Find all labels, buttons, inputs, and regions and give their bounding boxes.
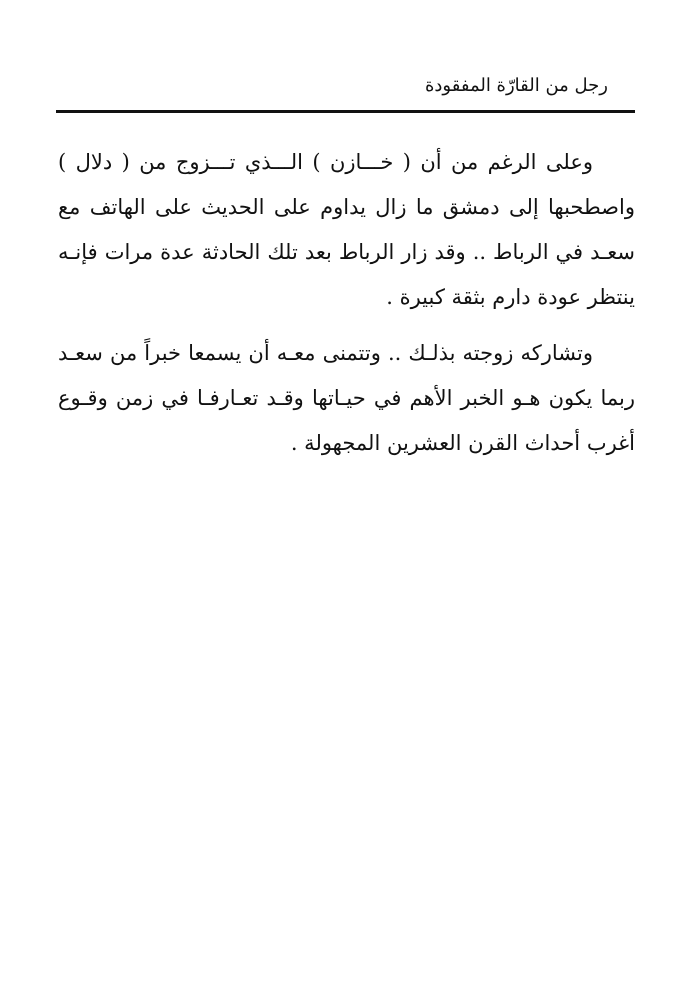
body-text — [58, 140, 635, 466]
header-divider — [56, 110, 635, 113]
paragraph-2: وتشاركه زوجته بذلـك .. وتتمنى معـه أن يسمعا خبراً من سعـد ربما يكون هـو الخبر الأهم في حيـاتها وقـد تعـارفـا في زمن وقـوع أغرب أحداث القرن العشرين المجهولة . — [58, 341, 635, 455]
paragraph-1: وعلى الرغم من أن ( خـــازن ) الـــذي تـــزوج من ( دلال ) واصطحبها إلى دمشق ما زال يداوم على الحديث على الهاتف مع سعـد في الرباط .. وقد زار الرباط بعد تلك الحادثة عدة مرات فإنـه ينتظر عودة دارم بثقة كبيرة . — [58, 150, 635, 309]
running-header-title: رجل من القارّة المفقودة — [424, 75, 608, 96]
